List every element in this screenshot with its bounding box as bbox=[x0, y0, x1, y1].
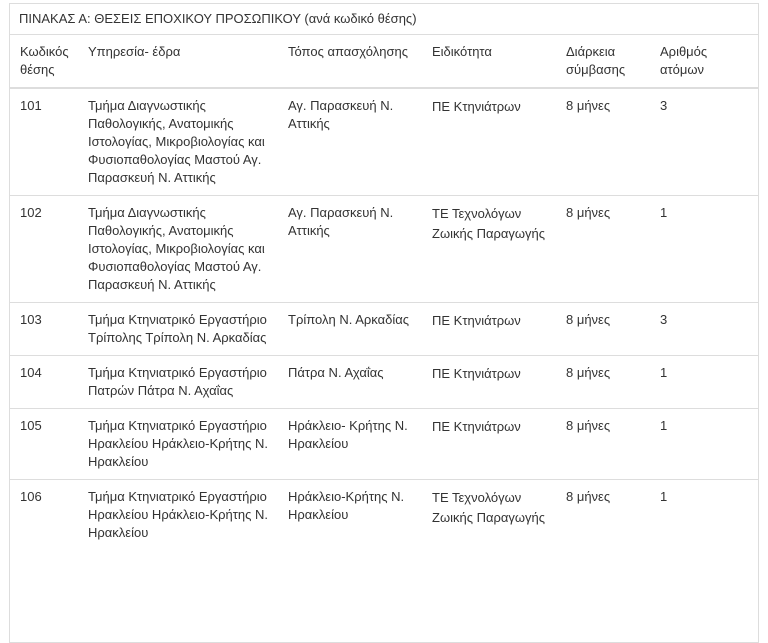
cell-duration: 8 μήνες bbox=[556, 409, 650, 480]
cell-location: Τρίπολη Ν. Αρκαδίας bbox=[278, 303, 422, 356]
cell-code: 103 bbox=[10, 303, 78, 356]
cell-service: Τμήμα Κτηνιατρικό Εργαστήριο Πατρών Πάτρα Ν. Αχαΐας bbox=[78, 356, 278, 409]
cell-count: 1 bbox=[650, 480, 758, 551]
table-row bbox=[10, 356, 758, 409]
header-service: Υπηρεσία- έδρα bbox=[78, 35, 278, 88]
header-code: Κωδικός θέσης bbox=[10, 35, 78, 88]
cell-duration: 8 μήνες bbox=[566, 98, 611, 113]
cell-duration: 8 μήνες bbox=[556, 196, 650, 303]
cell-code: 105 bbox=[10, 409, 78, 480]
cell-code: 104 bbox=[10, 356, 78, 409]
table-header-row bbox=[10, 35, 758, 88]
header-specialty: Ειδικότητα bbox=[422, 35, 556, 88]
cell-specialty: ΤΕ Τεχνολόγων Ζωικής Παραγωγής bbox=[422, 196, 556, 303]
cell-location: Ηράκλειο- Κρήτης Ν. Ηρακλείου bbox=[278, 409, 422, 480]
positions-table-panel bbox=[9, 3, 759, 643]
header-count: Αριθμός ατόμων bbox=[650, 35, 758, 88]
cell-specialty: ΠΕ Κτηνιάτρων bbox=[432, 99, 521, 114]
cell-count: 1 bbox=[650, 196, 758, 303]
positions-table bbox=[10, 35, 758, 550]
cell-specialty: ΠΕ Κτηνιάτρων bbox=[422, 356, 556, 409]
cell-service: Τμήμα Διαγνωστικής Παθολογικής, Ανατομικής Ιστολογίας, Μικροβιολογίας και Φυσιοπαθολογίας Μαστού Αγ. Παρασκευή Ν. Αττικής bbox=[78, 196, 278, 303]
table-row bbox=[10, 88, 758, 196]
cell-specialty: ΠΕ Κτηνιάτρων bbox=[422, 303, 556, 356]
cell-location: Ηράκλειο-Κρήτης Ν. Ηρακλείου bbox=[278, 480, 422, 551]
table-caption: ΠΙΝΑΚΑΣ Α: ΘΕΣΕΙΣ ΕΠΟΧΙΚΟΥ ΠΡΟΣΩΠΙΚΟΥ (ανά κωδικό θέσης) bbox=[10, 4, 758, 35]
cell-specialty: ΤΕ Τεχνολόγων Ζωικής Παραγωγής bbox=[422, 480, 556, 551]
table-row bbox=[10, 480, 758, 551]
cell-count: 3 bbox=[650, 303, 758, 356]
cell-location: Αγ. Παρασκευή Ν. Αττικής bbox=[288, 98, 394, 131]
cell-specialty: ΠΕ Κτηνιάτρων bbox=[422, 409, 556, 480]
table-row bbox=[10, 409, 758, 480]
cell-service: Τμήμα Κτηνιατρικό Εργαστήριο Τρίπολης Τρίπολη Ν. Αρκαδίας bbox=[78, 303, 278, 356]
cell-service: Τμήμα Κτηνιατρικό Εργαστήριο Ηρακλείου Ηράκλειο-Κρήτης Ν. Ηρακλείου bbox=[78, 409, 278, 480]
cell-duration: 8 μήνες bbox=[556, 303, 650, 356]
cell-service: Τμήμα Διαγνωστικής Παθολογικής, Ανατομικής Ιστολογίας, Μικροβιολογίας και Φυσιοπαθολογίας Μαστού Αγ. Παρασκευή Ν. Αττικής bbox=[88, 98, 265, 185]
cell-location: Αγ. Παρασκευή Ν. Αττικής bbox=[278, 196, 422, 303]
cell-count: 3 bbox=[660, 98, 668, 113]
header-duration: Διάρκεια σύμβασης bbox=[556, 35, 650, 88]
cell-duration: 8 μήνες bbox=[556, 356, 650, 409]
cell-code: 101 bbox=[20, 98, 42, 113]
cell-code: 106 bbox=[10, 480, 78, 551]
cell-count: 1 bbox=[650, 409, 758, 480]
table-row bbox=[10, 196, 758, 303]
cell-service: Τμήμα Κτηνιατρικό Εργαστήριο Ηρακλείου Ηράκλειο-Κρήτης Ν. Ηρακλείου bbox=[78, 480, 278, 551]
header-location: Τόπος απασχόλησης bbox=[278, 35, 422, 88]
cell-code: 102 bbox=[10, 196, 78, 303]
table-row bbox=[10, 303, 758, 356]
cell-location: Πάτρα Ν. Αχαΐας bbox=[278, 356, 422, 409]
cell-count: 1 bbox=[650, 356, 758, 409]
cell-duration: 8 μήνες bbox=[556, 480, 650, 551]
